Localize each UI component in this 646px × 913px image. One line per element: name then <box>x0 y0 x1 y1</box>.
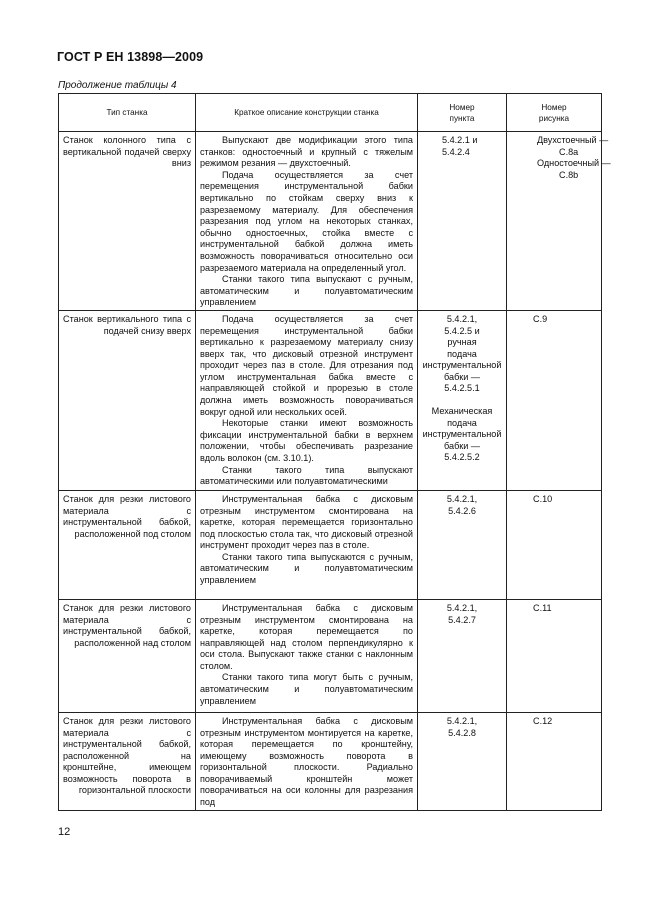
clause-cell <box>418 599 507 712</box>
clause-line: инструментальной бабки — <box>422 360 502 382</box>
machine-type-cell: Станок вертикального типа с подачей снизу вверх <box>59 310 196 490</box>
header-clause-number: Номер пункта <box>418 94 507 132</box>
figure-cell: С.12 <box>507 712 602 810</box>
figure-cell: С.10 <box>507 490 602 599</box>
clause-line: инструментальной бабки — <box>422 429 502 451</box>
clause-line: 5.4.2.1, <box>446 313 478 324</box>
description-paragraph: Станки такого типа выпускают с ручным, автоматическим и полуавтоматическим управлением <box>200 274 413 308</box>
description-paragraph: Инструментальная бабка с дисковым отрезным инструментом монтируется на каретке, которая перемещается по кронштейну, имеющему возможность поворота в горизонтальной плоскости. Радиально поворачиваемый кронштейн может поворачиваться на оси колонны для разрезания под <box>200 715 413 808</box>
clause-line: 5.4.2.6 <box>448 505 476 516</box>
description-paragraph: Станки такого типа выпускаются с ручным, автоматическим и полуавтоматическим управлением <box>200 551 413 586</box>
machine-type-cell: Станок для резки листового материала с инструментальной бабкой, расположенной под столом <box>59 490 196 599</box>
clause-line: 5.4.2.1, <box>446 602 478 613</box>
description-cell <box>196 490 418 599</box>
description-paragraph: Выпускают две модификации этого типа станков: одностоечный и крупный с тяжелым режимом резания — двухстоечный. <box>200 135 413 169</box>
machine-type-cell: Станок для резки листового материала с инструментальной бабкой, расположенной над столом <box>59 599 196 712</box>
clause-line: Механическая подача <box>431 406 493 428</box>
header-figure-number: Номер рисунка <box>507 94 602 132</box>
machine-type-cell: Станок для резки листового материала с инструментальной бабкой, расположенной на кронштейне, имеющем возможность поворота в горизонтальной плоскости <box>59 712 196 810</box>
clause-line: 5.4.2.8 <box>448 727 476 738</box>
table-row <box>59 490 602 599</box>
clause-cell <box>418 310 507 490</box>
clause-line: 5.4.2.5.2 <box>444 452 480 463</box>
figure-cell <box>507 132 611 311</box>
page-number: 12 <box>58 826 71 838</box>
description-paragraph: Некоторые станки имеют возможность фиксации инструментальной бабки в верхнем положении, чтобы обеспечивать разрезание вдоль волокон (см. 3.10.1). <box>200 418 413 464</box>
clause-line: 5.4.2.1, <box>446 493 478 504</box>
table-row <box>59 310 602 490</box>
description-paragraph: Инструментальная бабка с дисковым отрезным инструментом смонтирована на каретке, которая перемещается по направляющей над столом перпендикулярно к оси стола. Выпускают также станки с наклонным столом. <box>200 602 413 671</box>
description-paragraph: Станки такого типа могут быть с ручным, автоматическим и полуавтоматическим управлением <box>200 672 413 706</box>
table-row <box>59 599 602 712</box>
table-row <box>59 712 602 810</box>
description-paragraph: Подача осуществляется за счет перемещения инструментальной бабки вертикально по стойкам сверху вниз к разрезаемому материалу. Для обеспечения разрезания под углом на некоторых станках, обычно одностоечных, стойка вместе с инструментальной бабкой должна иметь возможность поворачиваться относительно оси разрезаемого материала на определенный угол. <box>200 169 413 273</box>
construction-table <box>58 93 611 811</box>
clause-line: ручная <box>447 337 477 348</box>
description-paragraph: Подача осуществляется за счет перемещения инструментальной бабки вертикально к разрезаемому материалу снизу вверх так, что дисковый отрезной инструмент проходит через паз в столе. Для отрезания под углом инструментальная бабка вместе с направляющей стойкой и прорезью в столе должна иметь возможность поворачиваться вокруг одной или нескольких осей. <box>200 313 413 417</box>
clause-line: 5.4.2.5 и <box>444 325 480 336</box>
description-cell <box>196 310 418 490</box>
machine-type-cell: Станок колонного типа с вертикальной подачей сверху вниз <box>59 132 196 311</box>
clause-line: 5.4.2.1 и <box>442 135 478 145</box>
clause-line: 5.4.2.7 <box>448 614 476 625</box>
figure-line: Двухстоечный — С.8а <box>537 135 609 157</box>
header-machine-type: Тип станка <box>59 94 196 132</box>
table-row <box>59 132 602 311</box>
clause-line: 5.4.2.1, <box>446 715 478 726</box>
clause-cell <box>418 712 507 810</box>
description-cell <box>196 132 418 311</box>
description-cell <box>196 712 418 810</box>
header-description: Краткое описание конструкции станка <box>196 94 418 132</box>
table-caption: Продолжение таблицы 4 <box>58 80 177 91</box>
clause-line: 5.4.2.4 <box>442 146 470 157</box>
table-header-row <box>59 94 602 132</box>
document-title: ГОСТ Р ЕН 13898—2009 <box>57 50 204 64</box>
clause-line: 5.4.2.5.1 <box>444 383 480 394</box>
figure-cell: С.11 <box>507 599 602 712</box>
clause-cell <box>418 132 507 311</box>
description-cell <box>196 599 418 712</box>
figure-cell: С.9 <box>507 310 602 490</box>
figure-line: Одностоечный — С.8b <box>537 158 611 180</box>
clause-cell <box>418 490 507 599</box>
description-paragraph: Станки такого типа выпускают автоматическими или полуавтоматическими <box>200 464 413 487</box>
clause-line: подача <box>447 348 477 359</box>
description-paragraph: Инструментальная бабка с дисковым отрезным инструментом смонтирована на каретке, которая перемещается горизонтально под плоскостью стола так, что дисковый отрезной инструмент проходит через паз в столе. <box>200 493 413 551</box>
